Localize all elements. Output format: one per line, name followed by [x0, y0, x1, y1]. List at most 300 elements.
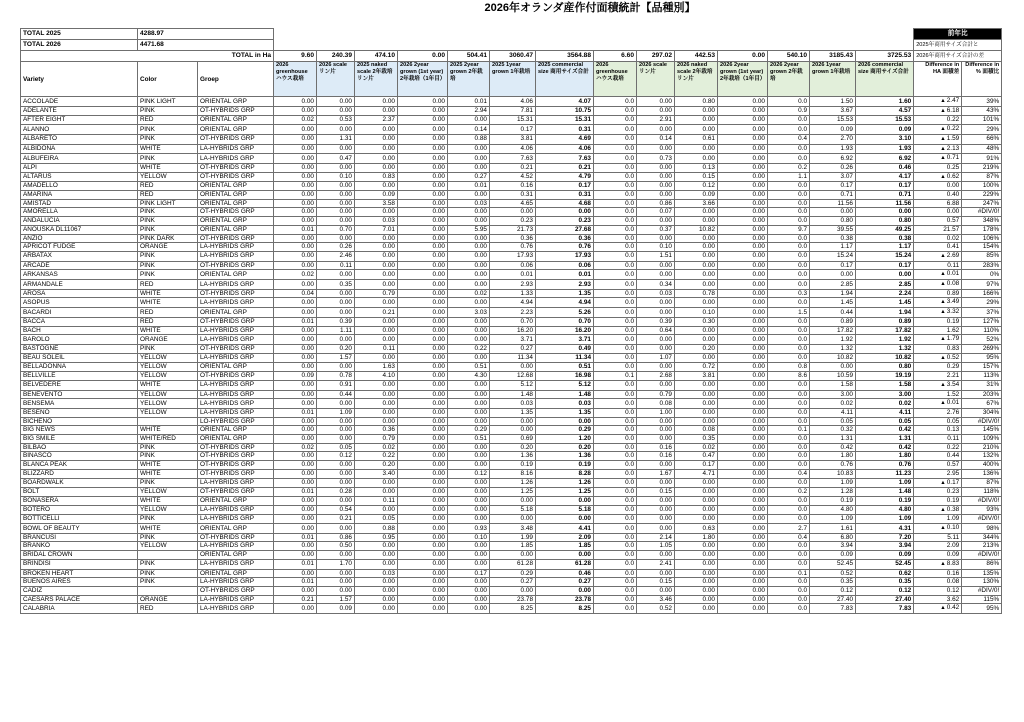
metric-cell: 0.00: [718, 426, 768, 435]
metric-cell: 1.93: [810, 144, 856, 154]
color-cell: PINK LIGHT: [138, 199, 198, 208]
metric-cell: 0.00: [637, 270, 675, 280]
metric-cell: 0.00: [355, 280, 398, 290]
metric-cell: 0.00: [718, 542, 768, 551]
metric-cell: 0.14: [448, 125, 490, 135]
difference-pct-cell: 145%: [962, 426, 1002, 435]
metric-cell: 0.00: [718, 289, 768, 298]
groep-cell: LA-HYBRIDS GRP: [198, 505, 274, 515]
variety-cell: AFTER EIGHT: [21, 116, 138, 125]
metric-cell: 3.10: [856, 134, 914, 144]
metric-cell: 0.00: [398, 595, 448, 604]
metric-cell: 0.00: [317, 199, 355, 208]
difference-ha-cell: [914, 505, 962, 515]
decrease-triangle-icon: ▲: [940, 173, 946, 180]
metric-cell: 16.98: [536, 372, 594, 381]
metric-cell: 0.00: [398, 604, 448, 614]
metric-cell: 0.00: [398, 234, 448, 243]
metric-cell: 0.19: [490, 461, 536, 470]
metric-cell: 0.00: [317, 270, 355, 280]
metric-cell: 0.00: [718, 461, 768, 470]
metric-cell: 0.00: [317, 478, 355, 488]
metric-cell: 0.00: [398, 208, 448, 217]
metric-cell: 0.0: [768, 578, 810, 587]
metric-cell: 0.00: [355, 604, 398, 614]
difference-pct-cell: 91%: [962, 154, 1002, 164]
metric-cell: 0.0: [594, 97, 637, 107]
difference-ha-cell: [914, 559, 962, 569]
metric-cell: 0.19: [536, 461, 594, 470]
yoy-header: 前年比: [914, 29, 1002, 40]
metric-cell: 0.00: [637, 505, 675, 515]
metric-cell: 0.00: [448, 144, 490, 154]
groep-cell: LA-HYBRIDS GRP: [198, 243, 274, 252]
metric-cell: 0.00: [274, 380, 317, 390]
difference-pct-cell: 127%: [962, 317, 1002, 326]
metric-cell: 0.00: [317, 469, 355, 478]
table-row: [21, 461, 1002, 470]
difference-pct-cell: #DIV/0!: [962, 515, 1002, 524]
metric-cell: 0.0: [768, 335, 810, 345]
metric-cell: 0.00: [317, 144, 355, 154]
metric-cell: 0.02: [856, 399, 914, 409]
difference-ha-cell: [914, 172, 962, 182]
metric-cell: 0.00: [398, 270, 448, 280]
metric-cell: 3.66: [675, 199, 718, 208]
difference-ha-cell: [914, 363, 962, 372]
metric-cell: 0.00: [675, 270, 718, 280]
groep-cell: OT-HYBRIDS GRP: [198, 344, 274, 353]
difference-pct-cell: 157%: [962, 363, 1002, 372]
metric-cell: 0.0: [594, 234, 637, 243]
groep-cell: OT-HYBRIDS GRP: [198, 533, 274, 542]
metric-cell: 0.0: [768, 116, 810, 125]
metric-cell: 0.00: [398, 97, 448, 107]
metric-cell: 0.00: [355, 144, 398, 154]
difference-ha-value: 1.62: [946, 326, 960, 334]
metric-cell: 0.00: [718, 182, 768, 191]
metric-cell: 0.00: [274, 97, 317, 107]
metric-cell: 0.76: [856, 461, 914, 470]
difference-ha-cell: [914, 399, 962, 409]
variety-cell: ALTARUS: [21, 172, 138, 182]
metric-cell: 1.25: [490, 488, 536, 497]
metric-cell: 0.02: [274, 443, 317, 452]
metric-cell: 0.00: [398, 308, 448, 318]
metric-cell: 1.80: [810, 452, 856, 461]
difference-ha-cell: [914, 478, 962, 488]
color-cell: ORANGE: [138, 243, 198, 252]
metric-cell: 0.71: [810, 191, 856, 200]
total-2025-value: 4288.97: [138, 29, 274, 40]
metric-cell: 3.46: [637, 595, 675, 604]
difference-ha-cell: [914, 134, 962, 144]
metric-cell: 0.00: [274, 208, 317, 217]
groep-cell: OT-HYBRIDS GRP: [198, 452, 274, 461]
metric-cell: 0.00: [718, 417, 768, 426]
metric-cell: 0.00: [675, 208, 718, 217]
metric-cell: 0.00: [398, 559, 448, 569]
metric-cell: 0.00: [274, 461, 317, 470]
color-cell: WHITE: [138, 496, 198, 505]
metric-cell: 0.00: [810, 363, 856, 372]
metric-cell: 0.00: [317, 182, 355, 191]
decrease-triangle-icon: ▲: [940, 381, 946, 388]
total-2026-label: TOTAL 2026: [21, 40, 138, 51]
table-row: [21, 372, 1002, 381]
metric-cell: 0.00: [317, 399, 355, 409]
metric-cell: 0.00: [718, 604, 768, 614]
metric-cell: 0.00: [718, 578, 768, 587]
metric-cell: 0.0: [594, 298, 637, 308]
groep-cell: LA-HYBRIDS GRP: [198, 335, 274, 345]
metric-cell: 0.00: [274, 551, 317, 560]
metric-cell: 0.20: [490, 443, 536, 452]
metric-cell: 0.00: [448, 452, 490, 461]
metric-header: 2026 naked scale 2年栽培リン片: [675, 62, 718, 97]
metric-cell: 1.63: [355, 363, 398, 372]
metric-cell: 27.40: [810, 595, 856, 604]
metric-cell: 0.00: [355, 390, 398, 399]
difference-pct-cell: 132%: [962, 452, 1002, 461]
variety-cell: ALBUFEIRA: [21, 154, 138, 164]
metric-cell: 4.06: [536, 144, 594, 154]
metric-cell: 0.0: [594, 551, 637, 560]
difference-ha-value: 0.57: [946, 217, 960, 225]
metric-cell: 0.44: [317, 390, 355, 399]
metric-cell: 0.21: [317, 515, 355, 524]
metric-cell: 0.00: [398, 335, 448, 345]
variety-cell: APRICOT FUDGE: [21, 243, 138, 252]
difference-ha-value: 0.13: [946, 426, 960, 434]
difference-pct-cell: 135%: [962, 569, 1002, 578]
metric-cell: 0.0: [594, 542, 637, 551]
metric-header: 2026 2year grown (1st year) 2年栽培（1年目）: [398, 62, 448, 97]
total-2025-row: [21, 29, 1002, 40]
metric-cell: 1.07: [637, 353, 675, 363]
metric-cell: 0.0: [768, 586, 810, 595]
metric-cell: 1.60: [856, 97, 914, 107]
metric-cell: 0.0: [594, 363, 637, 372]
metric-cell: 10.82: [675, 225, 718, 234]
metric-cell: 0.0: [594, 154, 637, 164]
table-row: [21, 163, 1002, 172]
metric-cell: 1.51: [637, 251, 675, 261]
color-cell: PINK: [138, 261, 198, 270]
metric-cell: 2.24: [856, 289, 914, 298]
metric-cell: 0.00: [355, 578, 398, 587]
metric-cell: 10.59: [810, 372, 856, 381]
difference-pct-cell: 210%: [962, 443, 1002, 452]
metric-cell: 5.12: [536, 380, 594, 390]
metric-cell: 0.00: [355, 551, 398, 560]
table-row: [21, 478, 1002, 488]
metric-cell: 10.82: [810, 353, 856, 363]
metric-cell: 0.09: [274, 372, 317, 381]
metric-cell: 0.00: [448, 261, 490, 270]
metric-cell: 11.34: [490, 353, 536, 363]
metric-cell: 0.00: [637, 496, 675, 505]
metric-cell: 0.03: [355, 217, 398, 226]
groep-cell: ORIENTAL GRP: [198, 363, 274, 372]
metric-cell: 0.0: [594, 344, 637, 353]
variety-cell: ARCADE: [21, 261, 138, 270]
table-row: [21, 106, 1002, 116]
metric-cell: 0.00: [536, 551, 594, 560]
metric-cell: 0.00: [448, 154, 490, 164]
metric-cell: 0.00: [274, 234, 317, 243]
metric-cell: 0.42: [856, 443, 914, 452]
metric-cell: 1.48: [856, 488, 914, 497]
table-row: [21, 217, 1002, 226]
metric-cell: 2.7: [768, 524, 810, 534]
metric-cell: 0.00: [490, 426, 536, 435]
total-2026-row: [21, 40, 1002, 51]
metric-cell: 0.00: [398, 225, 448, 234]
difference-pct-cell: #DIV/0!: [962, 551, 1002, 560]
metric-cell: 0.0: [594, 308, 637, 318]
metric-cell: 1.85: [490, 542, 536, 551]
metric-cell: 0.00: [490, 551, 536, 560]
groep-cell: LA-HYBRIDS GRP: [198, 515, 274, 524]
metric-cell: 0.01: [490, 270, 536, 280]
metric-cell: 0.51: [448, 435, 490, 444]
metric-cell: 0.00: [398, 426, 448, 435]
metric-cell: 0.15: [675, 172, 718, 182]
metric-cell: 0.4: [768, 134, 810, 144]
difference-ha-cell: [914, 551, 962, 560]
metric-cell: 0.00: [448, 217, 490, 226]
metric-cell: 0.00: [398, 399, 448, 409]
metric-cell: 0.00: [317, 125, 355, 135]
difference-ha-cell: [914, 443, 962, 452]
table-row: [21, 326, 1002, 335]
difference-ha-value: 0.22: [946, 116, 960, 124]
metric-cell: 0.03: [637, 289, 675, 298]
metric-cell: 0.0: [768, 505, 810, 515]
variety-cell: BOWL OF BEAUTY: [21, 524, 138, 534]
metric-cell: 3.07: [810, 172, 856, 182]
groep-cell: ORIENTAL GRP: [198, 308, 274, 318]
metric-cell: 2.91: [637, 116, 675, 125]
metric-cell: 0.00: [317, 191, 355, 200]
metric-cell: 3.81: [490, 134, 536, 144]
metric-cell: 1.45: [810, 298, 856, 308]
metric-cell: 0.0: [594, 208, 637, 217]
metric-cell: 4.80: [810, 505, 856, 515]
difference-pct-cell: #DIV/0!: [962, 496, 1002, 505]
metric-cell: 0.10: [637, 243, 675, 252]
metric-cell: 1.50: [810, 97, 856, 107]
metric-cell: 0.00: [448, 417, 490, 426]
total-in-ha-value: 240.39: [317, 51, 355, 62]
variety-cell: BLANCA PEAK: [21, 461, 138, 470]
difference-ha-value: 2.13: [946, 144, 960, 152]
difference-pct-cell: 283%: [962, 261, 1002, 270]
metric-cell: 61.28: [490, 559, 536, 569]
metric-cell: 0.00: [637, 308, 675, 318]
metric-cell: 0.00: [448, 461, 490, 470]
metric-cell: 2.14: [637, 533, 675, 542]
metric-cell: 0.0: [594, 505, 637, 515]
metric-cell: 0.00: [675, 604, 718, 614]
metric-cell: 0.00: [448, 408, 490, 417]
metric-cell: 0.4: [768, 469, 810, 478]
table-row: [21, 270, 1002, 280]
metric-cell: 8.6: [768, 372, 810, 381]
metric-cell: 15.31: [490, 116, 536, 125]
metric-cell: 0.31: [490, 191, 536, 200]
metric-cell: 0.0: [594, 524, 637, 534]
metric-header: 2026 scale リン片: [637, 62, 675, 97]
metric-cell: 3.00: [856, 390, 914, 399]
metric-cell: 2.85: [810, 280, 856, 290]
metric-cell: 0.00: [355, 270, 398, 280]
metric-cell: 0.00: [274, 353, 317, 363]
difference-ha-value: 0.38: [946, 505, 960, 513]
metric-cell: 0.80: [856, 217, 914, 226]
metric-cell: 0.09: [856, 551, 914, 560]
variety-cell: BONASERA: [21, 496, 138, 505]
color-cell: YELLOW: [138, 363, 198, 372]
metric-cell: 0.00: [274, 199, 317, 208]
difference-pct-cell: 269%: [962, 344, 1002, 353]
metric-cell: 0.00: [398, 144, 448, 154]
color-cell: YELLOW: [138, 408, 198, 417]
metric-cell: 0.00: [675, 280, 718, 290]
metric-cell: 0.78: [317, 372, 355, 381]
metric-cell: 0.00: [274, 399, 317, 409]
metric-cell: 0.0: [768, 326, 810, 335]
decrease-triangle-icon: ▲: [940, 252, 946, 259]
metric-cell: 0.37: [637, 225, 675, 234]
metric-cell: 0.00: [274, 154, 317, 164]
difference-ha-value: 0.62: [946, 172, 960, 180]
metric-cell: 0.00: [675, 298, 718, 308]
table-row: [21, 604, 1002, 614]
table-row: [21, 144, 1002, 154]
table-row: [21, 251, 1002, 261]
metric-cell: 3.58: [355, 199, 398, 208]
metric-cell: 0.00: [490, 417, 536, 426]
metric-cell: 0.00: [355, 417, 398, 426]
metric-cell: 0.00: [675, 116, 718, 125]
metric-cell: 0.0: [594, 289, 637, 298]
metric-cell: 1.20: [536, 435, 594, 444]
metric-cell: 8.16: [490, 469, 536, 478]
table-row: [21, 542, 1002, 551]
table-row: [21, 443, 1002, 452]
metric-cell: 0.00: [317, 217, 355, 226]
color-cell: PINK: [138, 154, 198, 164]
difference-pct-cell: 219%: [962, 163, 1002, 172]
metric-cell: 0.00: [718, 515, 768, 524]
difference-ha-cell: [914, 426, 962, 435]
metric-cell: 0.0: [594, 399, 637, 409]
difference-ha-value: 0.05: [946, 417, 960, 425]
metric-cell: 0.07: [637, 208, 675, 217]
color-cell: WHITE: [138, 461, 198, 470]
metric-cell: 0.00: [718, 363, 768, 372]
metric-cell: 0.00: [274, 217, 317, 226]
metric-cell: 2.37: [355, 116, 398, 125]
metric-cell: 0.00: [718, 298, 768, 308]
color-cell: PINK: [138, 344, 198, 353]
metric-cell: 0.00: [274, 452, 317, 461]
metric-cell: 0.46: [536, 569, 594, 578]
difference-ha-value: 0.25: [946, 163, 960, 171]
metric-cell: 0.00: [637, 461, 675, 470]
variety-cell: BIG NEWS: [21, 426, 138, 435]
metric-cell: 0.00: [274, 496, 317, 505]
yoy-note-1: 2025年商用サイズ合計と: [914, 40, 1002, 51]
difference-ha-value: 0.89: [946, 289, 960, 297]
variety-cell: ALPI: [21, 163, 138, 172]
table-row: [21, 208, 1002, 217]
metric-cell: 0.00: [718, 335, 768, 345]
metric-cell: 0.00: [637, 551, 675, 560]
metric-cell: 0.08: [675, 426, 718, 435]
metric-cell: 0.00: [810, 208, 856, 217]
metric-cell: 0.00: [490, 496, 536, 505]
metric-cell: 0.00: [718, 106, 768, 116]
metric-cell: 5.12: [490, 380, 536, 390]
metric-cell: 1.48: [536, 390, 594, 399]
metric-cell: 0.00: [274, 134, 317, 144]
metric-cell: 0.47: [317, 154, 355, 164]
metric-cell: 0.0: [594, 326, 637, 335]
metric-cell: 0.00: [718, 505, 768, 515]
metric-cell: 0.0: [768, 234, 810, 243]
metric-cell: 0.00: [398, 298, 448, 308]
metric-cell: 0.00: [355, 478, 398, 488]
metric-header: 2026 greenhouse ハウス栽培: [594, 62, 637, 97]
table-row: [21, 289, 1002, 298]
table-row: [21, 243, 1002, 252]
metric-cell: 0.89: [856, 317, 914, 326]
metric-cell: 3.81: [675, 372, 718, 381]
variety-cell: ADELANTE: [21, 106, 138, 116]
metric-cell: 0.0: [594, 595, 637, 604]
groep-cell: LA-HYBRIDS GRP: [198, 604, 274, 614]
metric-cell: 1.61: [810, 524, 856, 534]
metric-cell: 0.15: [637, 578, 675, 587]
metric-cell: 0.00: [637, 569, 675, 578]
difference-ha-cell: [914, 586, 962, 595]
metric-cell: 0.0: [768, 461, 810, 470]
metric-header: 2026 1year grown 1年栽培: [810, 62, 856, 97]
difference-ha-cell: [914, 496, 962, 505]
decrease-triangle-icon: ▲: [940, 271, 946, 278]
groep-cell: ORIENTAL GRP: [198, 569, 274, 578]
variety-cell: BILBAO: [21, 443, 138, 452]
metric-header: 2026 2year grown 2年栽培: [768, 62, 810, 97]
metric-cell: 0.35: [856, 578, 914, 587]
difference-pct-cell: 109%: [962, 435, 1002, 444]
difference-ha-value: 0.00: [946, 182, 960, 190]
variety-cell: CAESARS PALACE: [21, 595, 138, 604]
metric-cell: 0.00: [718, 496, 768, 505]
color-cell: WHITE: [138, 380, 198, 390]
metric-cell: 0.00: [675, 559, 718, 569]
metric-cell: 0.0: [768, 452, 810, 461]
metric-cell: 0.00: [317, 308, 355, 318]
metric-cell: 0.00: [448, 380, 490, 390]
metric-cell: 0.70: [536, 317, 594, 326]
metric-cell: 6.92: [856, 154, 914, 164]
total-2026-value: 4471.68: [138, 40, 274, 51]
metric-cell: 0.0: [594, 452, 637, 461]
